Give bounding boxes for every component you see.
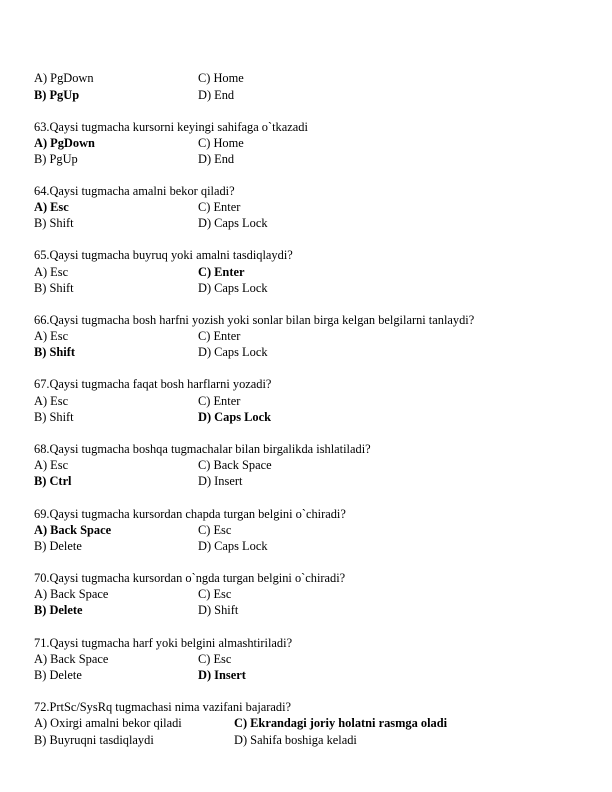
option-d: D) Shift [198, 603, 239, 617]
option-a: A) Oxirgi amalni bekor qiladi [34, 716, 182, 730]
question-69: 69.Qaysi tugmacha kursordan chapda turgan belgini o`chiradi? [34, 507, 346, 521]
option-d-answer: D) Caps Lock [198, 410, 271, 424]
question-66: 66.Qaysi tugmacha bosh harfni yozish yoki sonlar bilan birga kelgan belgilarni tanlaydi? [34, 313, 475, 327]
question-67: 67.Qaysi tugmacha faqat bosh harflarni yozadi? [34, 377, 272, 391]
option-c: C) Home [198, 71, 244, 85]
option-d: D) Caps Lock [198, 281, 268, 295]
option-a-answer: A) PgDown [34, 136, 95, 150]
option-c: C) Esc [198, 523, 232, 537]
question-64: 64.Qaysi tugmacha amalni bekor qiladi? [34, 184, 235, 198]
option-c: C) Esc [198, 652, 232, 666]
question-71: 71.Qaysi tugmacha harf yoki belgini almashtiriladi? [34, 636, 293, 650]
option-d: D) Sahifa boshiga keladi [234, 733, 357, 747]
question-72: 72.PrtSc/SysRq tugmachasi nima vazifani bajaradi? [34, 700, 292, 714]
question-65: 65.Qaysi tugmacha buyruq yoki amalni tasdiqlaydi? [34, 248, 293, 262]
option-b: B) Delete [34, 668, 82, 682]
option-b-answer: B) Ctrl [34, 474, 72, 488]
option-a: A) Esc [34, 329, 69, 343]
option-a: A) Back Space [34, 652, 109, 666]
option-d: D) Caps Lock [198, 345, 268, 359]
option-c: C) Home [198, 136, 244, 150]
option-a: A) Esc [34, 458, 69, 472]
option-b: B) Delete [34, 539, 82, 553]
option-d: D) End [198, 152, 235, 166]
option-c: C) Esc [198, 587, 232, 601]
question-70: 70.Qaysi tugmacha kursordan o`ngda turgan belgini o`chiradi? [34, 571, 346, 585]
option-c-answer: C) Enter [198, 265, 245, 279]
option-a-answer: A) Back Space [34, 523, 112, 537]
question-63: 63.Qaysi tugmacha kursorni keyingi sahifaga o`tkazadi [34, 120, 308, 134]
option-b-answer: B) Shift [34, 345, 75, 359]
option-b-answer: B) PgUp [34, 88, 80, 102]
option-d: D) Caps Lock [198, 539, 268, 553]
option-d: D) Insert [198, 474, 243, 488]
question-68: 68.Qaysi tugmacha boshqa tugmachalar bilan birgalikda ishlatiladi? [34, 442, 371, 456]
option-c: C) Back Space [198, 458, 272, 472]
option-a: A) PgDown [34, 71, 94, 85]
option-b: B) PgUp [34, 152, 78, 166]
option-b: B) Shift [34, 216, 74, 230]
option-a: A) Esc [34, 394, 69, 408]
option-a-answer: A) Esc [34, 200, 69, 214]
option-c: C) Enter [198, 200, 241, 214]
option-b: B) Shift [34, 410, 74, 424]
option-c: C) Enter [198, 329, 241, 343]
option-b: B) Shift [34, 281, 74, 295]
option-d-answer: D) Insert [198, 668, 246, 682]
option-b: B) Buyruqni tasdiqlaydi [34, 733, 154, 747]
option-c-answer: C) Ekrandagi joriy holatni rasmga oladi [234, 716, 448, 730]
option-d: D) Caps Lock [198, 216, 268, 230]
option-d: D) End [198, 88, 235, 102]
option-a: A) Esc [34, 265, 69, 279]
option-a: A) Back Space [34, 587, 109, 601]
option-c: C) Enter [198, 394, 241, 408]
option-b-answer: B) Delete [34, 603, 83, 617]
